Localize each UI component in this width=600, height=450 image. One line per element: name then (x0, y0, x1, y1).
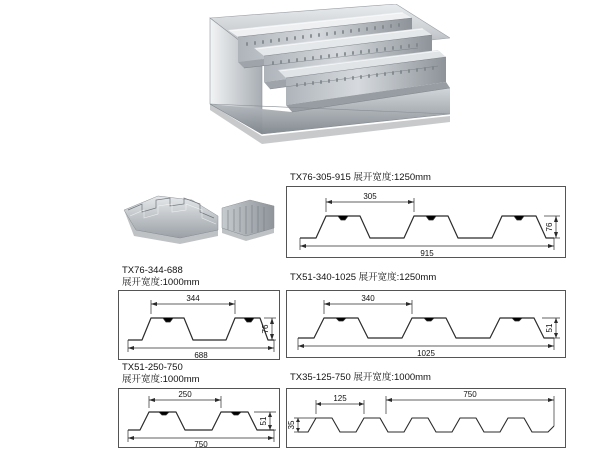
dim-total-688: 688 (194, 351, 208, 360)
main-deck-photo (150, 4, 450, 156)
profile-drawing-tx35-125-750 (286, 388, 566, 448)
profile-drawing-tx76-305-915 (286, 186, 566, 258)
profile-drawing-tx51-250-750 (118, 388, 280, 448)
profile-caption-tx35-125-750: TX35-125-750 展开宽度:1000mm (290, 372, 431, 383)
dim-height-76: 76 (545, 222, 554, 232)
dim-pitch-250: 250 (178, 390, 192, 399)
dim-height-51: 51 (545, 323, 554, 333)
profile-caption-tx76-344-688 (122, 265, 200, 289)
stacked-deck-photo (122, 186, 280, 246)
profile-caption-tx51-340-1025: TX51-340-1025 展开宽度:1250mm (290, 272, 437, 283)
profile-drawing-tx51-340-1025 (286, 290, 566, 358)
dim-height-76-b: 76 (261, 324, 270, 334)
profile-caption-tx51-250-750 (122, 362, 200, 386)
dim-total-915: 915 (420, 249, 434, 258)
dim-pitch-340: 340 (361, 294, 375, 303)
profile-caption-tx76-305-915: TX76-305-915 展开宽度:1250mm (290, 172, 431, 183)
dim-total-750: 750 (194, 440, 208, 448)
dim-pitch-344: 344 (186, 294, 200, 303)
dim-total-1025: 1025 (417, 349, 435, 358)
caption-line-1: TX76-344-688 (122, 265, 183, 276)
dim-height-51-b: 51 (259, 416, 268, 426)
dim-pitch-125: 125 (333, 394, 347, 403)
dim-height-35: 35 (287, 420, 296, 430)
caption-line-1: TX51-250-750 (122, 362, 183, 373)
profile-drawing-tx76-344-688 (118, 290, 280, 360)
dim-total-750-b: 750 (463, 390, 477, 399)
caption-line-2: 展开宽度:1000mm (122, 277, 200, 288)
dim-pitch-305: 305 (363, 192, 377, 201)
caption-line-2: 展开宽度:1000mm (122, 374, 200, 385)
